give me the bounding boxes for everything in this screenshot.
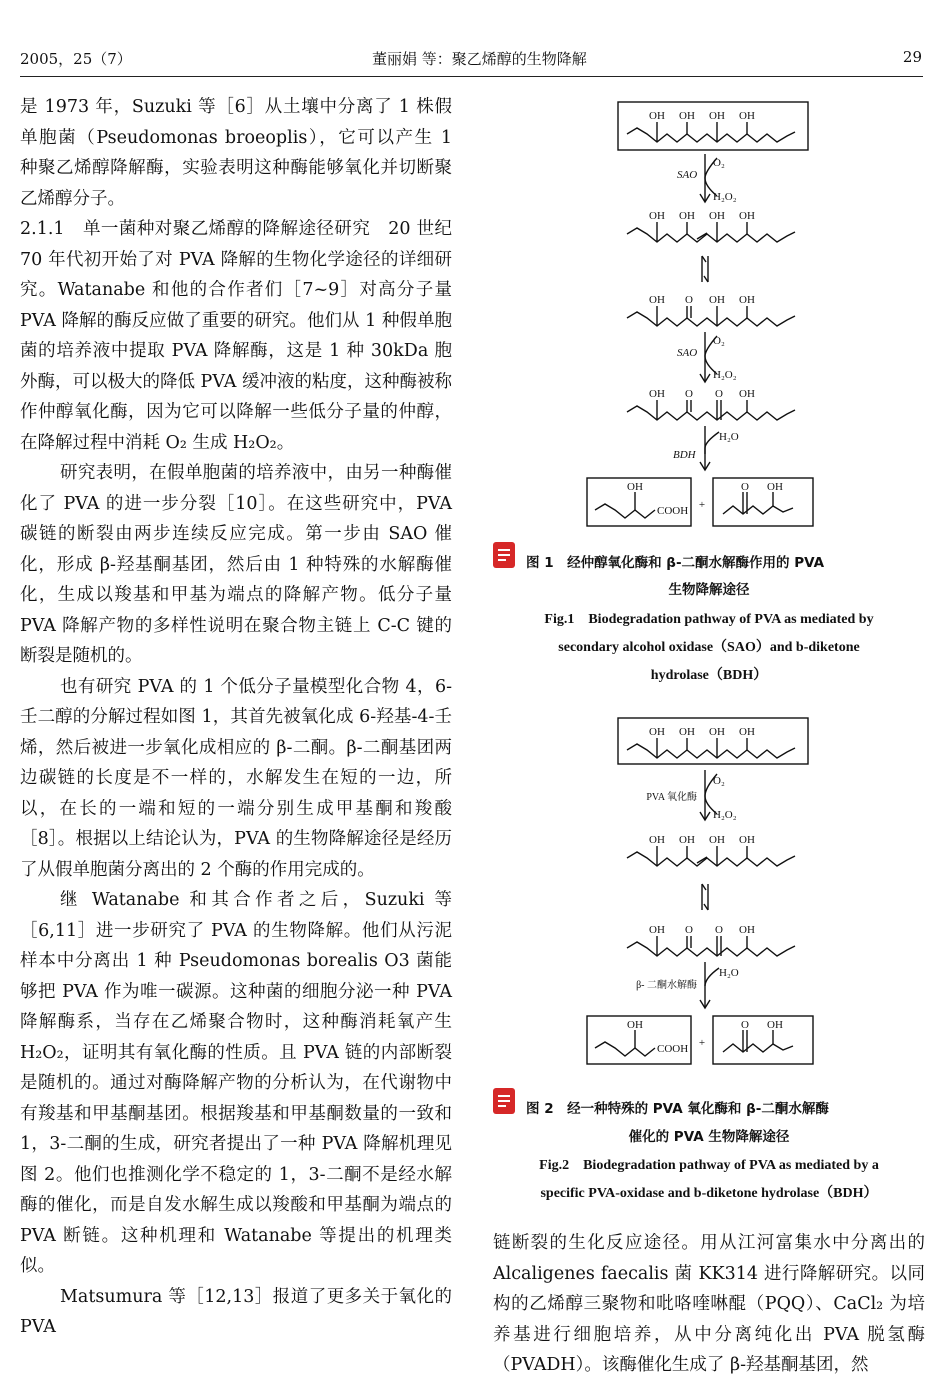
paragraph-6: Matsumura 等［12,13］报道了更多关于氧化的 PVA <box>20 1286 452 1337</box>
oh-label: OH <box>709 110 725 122</box>
pva-oxidase-label: PVA 氧化酶 <box>646 792 697 803</box>
o2-label: O₂ <box>713 775 725 787</box>
paragraph-1: 是 1973 年，Suzuki 等［6］从土壤中分离了 1 株假单胞菌（Pseudomonas broeoplis），它可以产生 1 种聚乙烯醇降解酶，实验表明这种酶能够氧化并切断聚乙烯醇分子。 <box>20 97 452 209</box>
oh-label: OH <box>649 726 665 738</box>
oh-label: OH <box>649 388 665 400</box>
cooh-label: COOH <box>657 505 689 517</box>
oh-label: OH <box>679 210 695 222</box>
oh-label: OH <box>739 210 755 222</box>
oh-label: OH <box>627 1019 643 1031</box>
header-rule <box>20 76 923 77</box>
o-label: O <box>685 924 693 936</box>
paragraph-2: 2.1.1 单一菌种对聚乙烯醇的降解途径研究 20 世纪 70 年代初开始了对 PVA 降解的生物化学途径的详细研究。Watanabe 和他的合作者们［7~9］对高分子量 PVA 降解的酶反应做了重要的研究。他们从 1 种假单胞菌的培养液中提取 PVA 降解酶，这是 1 种 30kDa 胞外酶，可以极大的降低 PVA 缓冲液的粘度，这种酶被称作仲醇氧化酶，因为它可以降解一些低分子量的仲醇，在降解过程中消耗 O₂ 生成 H₂O₂。 <box>20 219 452 453</box>
oh-label: OH <box>649 210 665 222</box>
h2o2-label: H₂O₂ <box>713 369 737 381</box>
h2o2-label: H₂O₂ <box>713 809 737 821</box>
figure2-scheme <box>585 712 815 1082</box>
paragraph-4: 也有研究 PVA 的 1 个低分子量模型化合物 4，6-壬二醇的分解过程如图 1，其首先被氧化成 6-羟基-4-壬烯，然后被进一步氧化成相应的 β-二酮。β-二酮基团两边碳链的长度是不一样的，水解发生在短的一边，所以，在长的一端和短的一端分别生成甲基酮和羧酸［8］。根据以上结论认为，PVA 的生物降解途径是经历了从假单胞菌分离出的 2 个酶的作用完成的。 <box>20 676 452 880</box>
figure1-caption-en-line1: Fig.1 Biodegradation pathway of PVA as mediated by <box>544 612 874 627</box>
figure1-caption-en-line3: hydrolase（BDH） <box>650 668 768 683</box>
oh-label: OH <box>649 294 665 306</box>
bdh-cn-label: β- 二酮水解酶 <box>636 980 697 991</box>
o-label: O <box>741 1019 749 1031</box>
oh-label: OH <box>739 110 755 122</box>
o2-label: O₂ <box>713 335 725 347</box>
figure1-caption-cn-line1: 图 1 经仲醇氧化酶和 β-二酮水解酶作用的 PVA <box>526 555 825 571</box>
h2o-label: H₂O <box>719 967 739 979</box>
oh-label: OH <box>649 110 665 122</box>
paragraph-5: 继 Watanabe 和其合作者之后，Suzuki 等［6,11］进一步研究了 PVA 的生物降解。他们从污泥样本中分离出 1 种 Pseudomonas borealis O3 菌能够把 PVA 作为唯一碳源。这种菌的细胞分泌一种 PVA 降解酶系，当存在乙烯聚合物时，这种酶消耗氧产生 H₂O₂，证明其有氧化酶的性质。且 PVA 链的内部断裂是随机的。通过对酶降解产物的分析认为，在代谢物中有羧基和甲基酮基团。根据羧基和甲基酮数量的一致和 1，3-二酮的生成，研究者提出了一种 PVA 降解机理见图 2。他们也推测化学不稳定的 1，3-二酮不是经水解酶的催化，而是自发水解生成以羧酸和甲基酮为端点的 PVA 断链。这种机理和 Watanabe 等提出的机理类似。 <box>20 890 452 1276</box>
journal-volume: 2005，25（7） <box>20 50 132 68</box>
figure1-caption-en-line2: secondary alcohol oxidase（SAO）and b-diketone <box>558 640 860 655</box>
oh-label: OH <box>649 834 665 846</box>
sao-label: SAO <box>677 169 698 181</box>
right-paragraph: 链断裂的生化反应途径。用从江河富集水中分离出的 Alcaligenes faecalis 菌 KK314 进行降解研究。以同构的乙烯醇三聚物和吡咯喹啉醌（PQQ）、CaCl₂ 为培养基进行细胞培养，从中分离纯化出 PVA 脱氢酶（PVADH）。该酶催化生成了 β-羟基酮基团，然 <box>493 1233 925 1375</box>
oh-label: OH <box>679 110 695 122</box>
cooh-label: COOH <box>657 1043 689 1055</box>
product-box-ketone <box>713 1016 813 1064</box>
plus-sign: + <box>698 499 706 511</box>
oh-label: OH <box>679 726 695 738</box>
o-label: O <box>715 388 723 400</box>
figure1-scheme <box>585 92 815 532</box>
o-label: O <box>715 924 723 936</box>
oh-label: OH <box>739 726 755 738</box>
figure2-caption-en-line1: Fig.2 Biodegradation pathway of PVA as mediated by a <box>539 1158 879 1173</box>
oh-label: OH <box>739 294 755 306</box>
figure2-caption-cn-line1: 图 2 经一种特殊的 PVA 氧化酶和 β-二酮水解酶 <box>526 1101 829 1117</box>
o-label: O <box>741 481 749 493</box>
oh-label: OH <box>739 834 755 846</box>
oh-label: OH <box>739 388 755 400</box>
o-label: O <box>685 388 693 400</box>
page-number: 29 <box>902 48 922 66</box>
running-title: 董丽娟 等：聚乙烯醇的生物降解 <box>372 50 587 68</box>
oh-label: OH <box>767 1019 783 1031</box>
o2-label: O₂ <box>713 157 725 169</box>
running-header <box>20 18 930 68</box>
right-column <box>493 1228 925 1381</box>
oh-label: OH <box>767 481 783 493</box>
paragraph-3: 研究表明，在假单胞菌的培养液中，由另一种酶催化了 PVA 的进一步分裂［10］。在这些研究中，PVA 碳链的断裂由两步连续反应完成。第一步由 SAO 催化，形成 β-羟基酮基团，然后由 1 种特殊的水解酶催化，生成以羧基和甲基为端点的降解产物。低分子量 PVA 降解产物的多样性说明在聚合物主链上 C-C 键的断裂是随机的。 <box>20 463 452 666</box>
figure1-caption-cn-line2: 生物降解途径 <box>668 582 750 598</box>
left-column <box>20 92 452 1343</box>
figure-flag-icon <box>493 1088 517 1118</box>
oh-label: OH <box>627 481 643 493</box>
oh-label: OH <box>679 834 695 846</box>
oh-label: OH <box>739 924 755 936</box>
oh-label: OH <box>709 294 725 306</box>
o-label: O <box>685 294 693 306</box>
h2o2-label: H₂O₂ <box>713 191 737 203</box>
bdh-label: BDH <box>673 449 696 461</box>
oh-label: OH <box>649 924 665 936</box>
oh-label: OH <box>709 726 725 738</box>
product-box-ketone <box>713 478 813 526</box>
plus-sign: + <box>698 1037 706 1049</box>
oh-label: OH <box>709 210 725 222</box>
oh-label: OH <box>709 834 725 846</box>
sao-label: SAO <box>677 347 698 359</box>
figure2-caption-en-line2: specific PVA-oxidase and b-diketone hydrolase（BDH） <box>540 1186 878 1201</box>
figure-flag-icon <box>493 542 517 572</box>
figure2-caption-cn-line2: 催化的 PVA 生物降解途径 <box>628 1129 790 1145</box>
h2o-label: H₂O <box>719 431 739 443</box>
